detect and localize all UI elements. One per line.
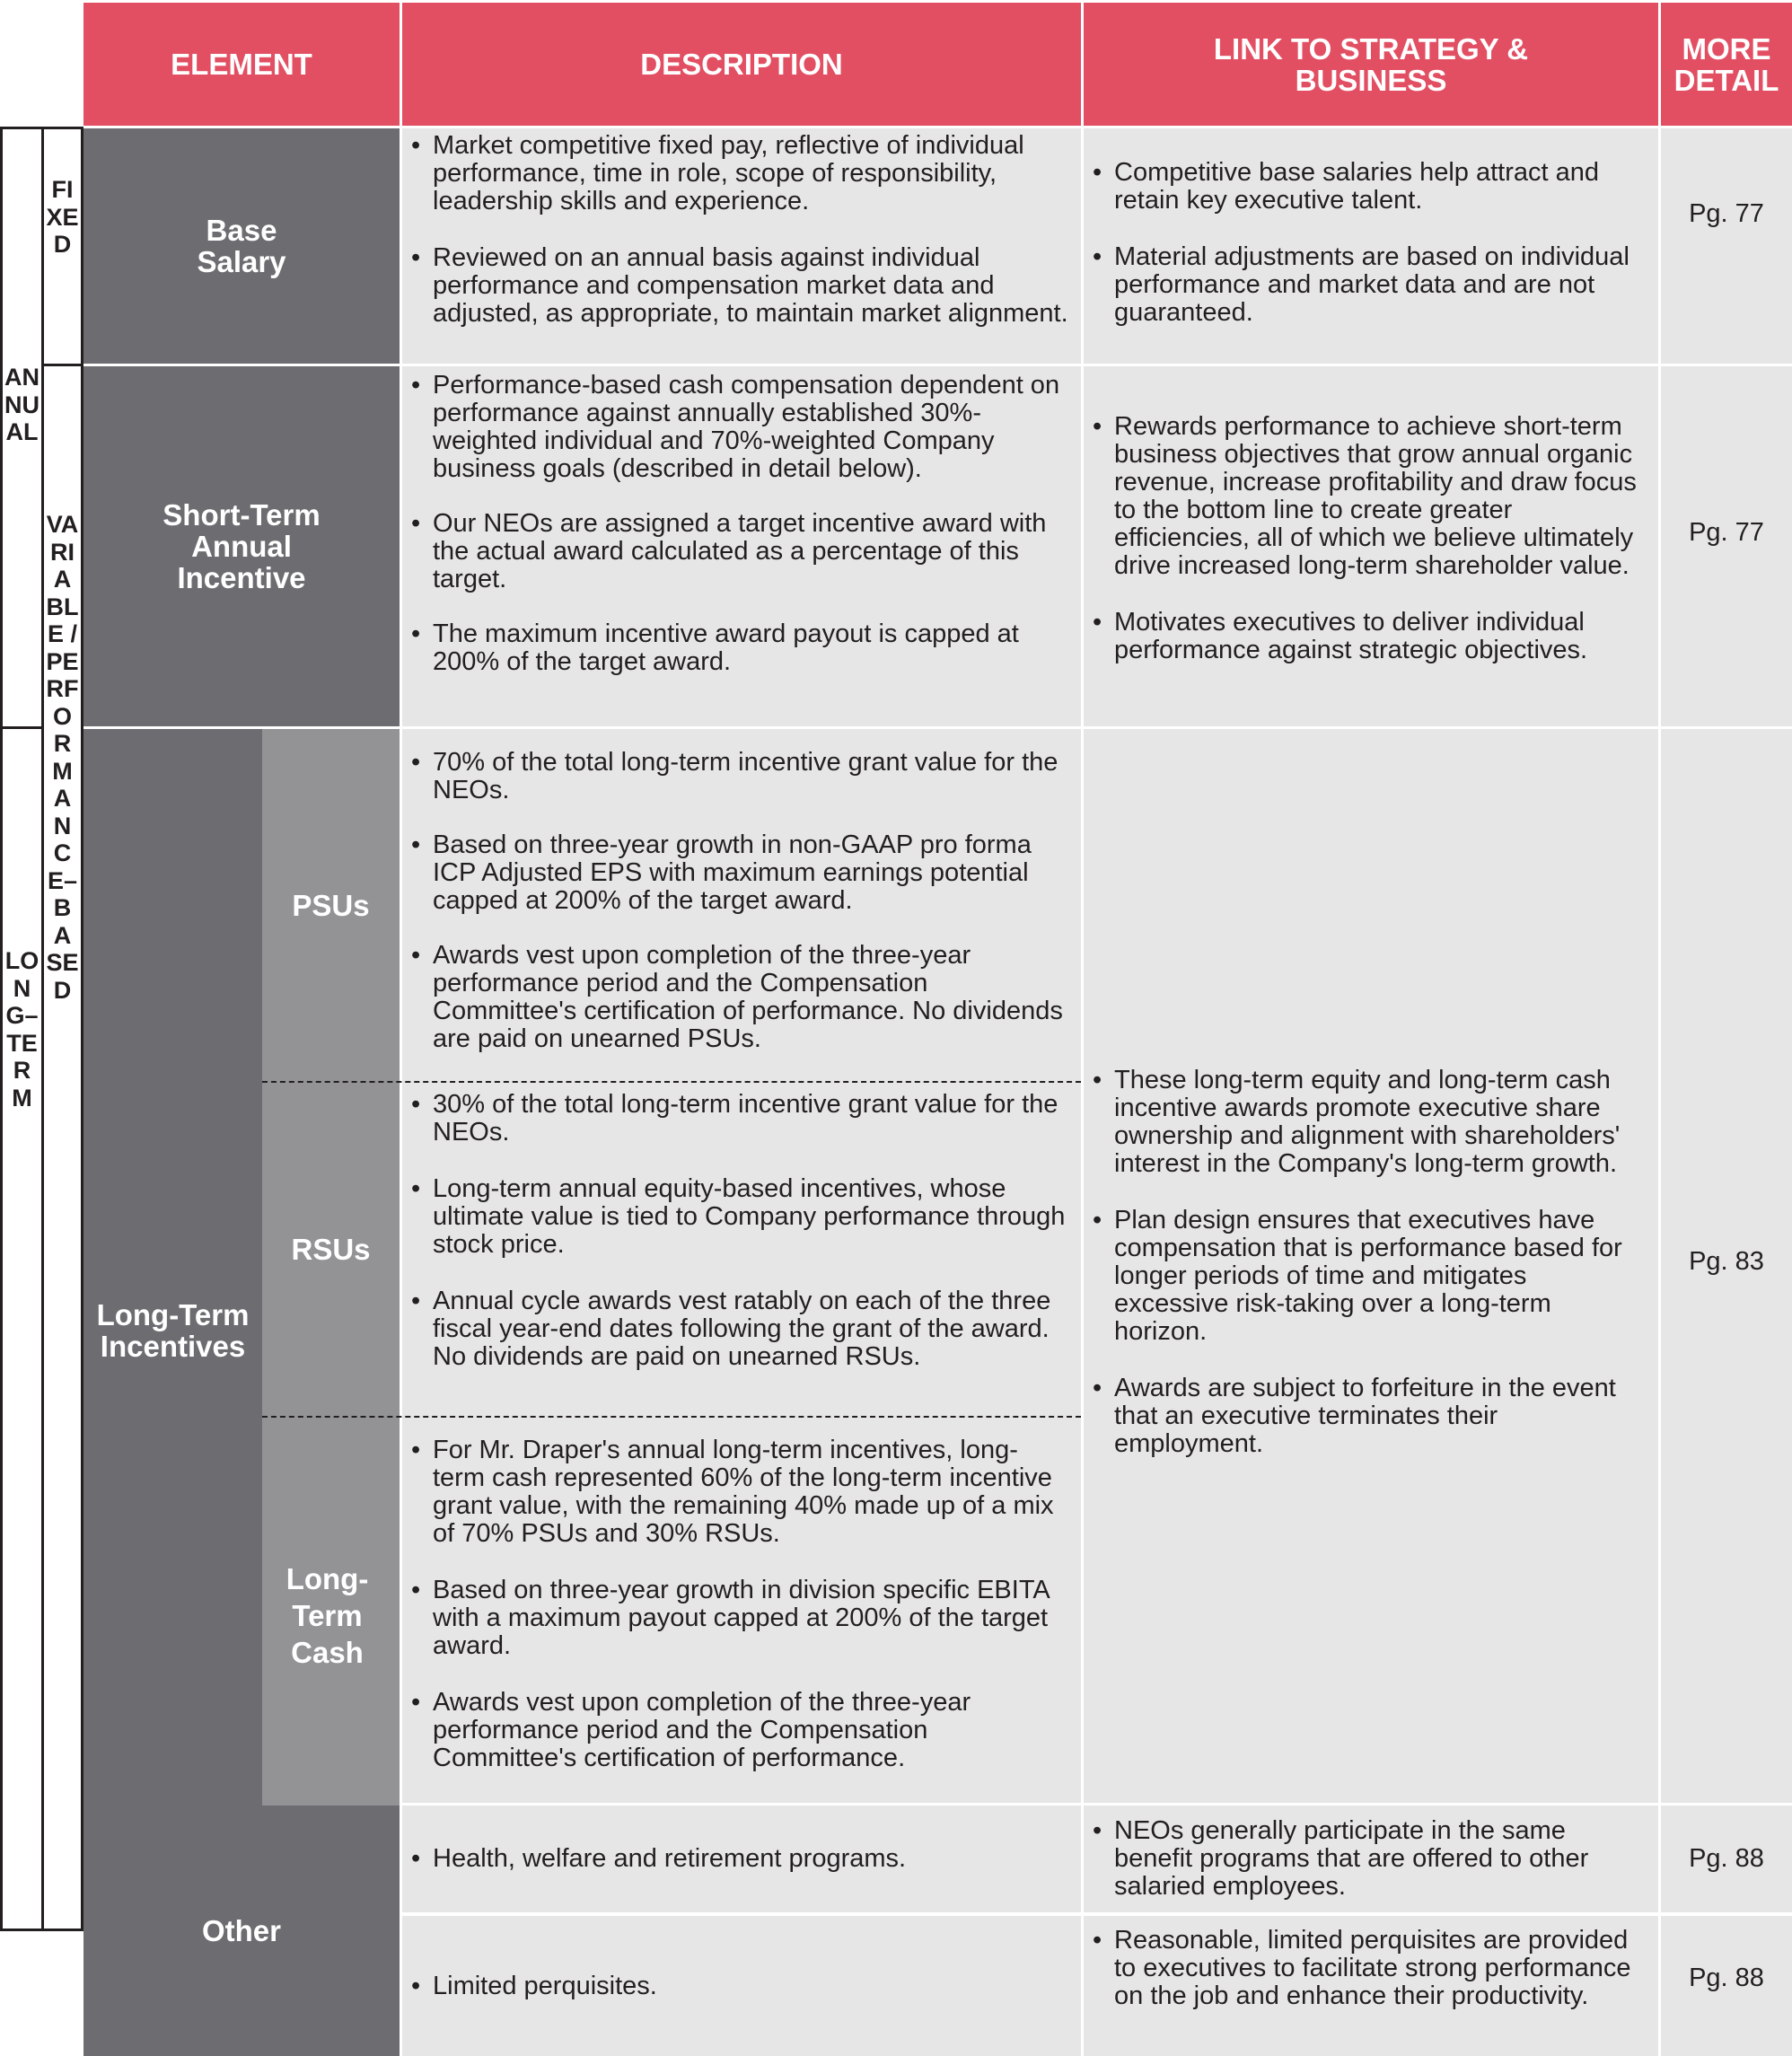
link-long-term [1084,729,1658,1803]
header-link-to-strategy: LINK TO STRATEGY & BUSINESS [1084,3,1658,126]
element-psus-label: PSUs [292,889,370,922]
description-bullet: • Based on three-year growth in division specific EBITA with a maximum payout capped at 200% of the target award. [402,1577,1068,1660]
description-base-salary [402,128,1081,364]
link-bullet: • Competitive base salaries help attract and retain key executive talent. [1084,159,1640,215]
element-long-term-cash-label: Long-Term Cash [285,1561,369,1669]
link-perquisites [1084,1916,1658,2056]
page-ref-short-term-incentive: Pg. 77 [1661,366,1792,726]
element-short-term-incentive-label: Short-Term Annual Incentive [163,498,321,594]
side-label-box-inner [41,127,83,1931]
element-rsus-label: RSUs [291,1233,371,1266]
side-label-divider [0,726,44,729]
description-bullet: • Reviewed on an annual basis against individual performance and compensation market data and adjusted, as appropriate, to maintain market alignment. [402,244,1068,328]
side-label-annual: ANNUAL [4,364,40,445]
description-bullet: • Market competitive fixed pay, reflective of individual performance, time in role, scope of responsibility, leadership skills and experience. [402,132,1068,215]
element-long-term-cash [262,1417,400,1814]
link-bullet: • Awards are subject to forfeiture in the event that an executive terminates their employment. [1084,1375,1640,1458]
description-bullet: • Based on three-year growth in non-GAAP pro forma ICP Adjusted EPS with maximum earnings potential capped at 200% of the target award. [402,831,1068,915]
link-bullet: • Plan design ensures that executives have compensation that is performance based for longer periods of time and mitigates excessive risk-taking over a long-term horizon. [1084,1207,1640,1346]
description-bullet: • Awards vest upon completion of the three-year performance period and the Compensation Committee's certification of performance. No dividends are paid on unearned PSUs. [402,942,1068,1053]
element-psus [262,729,400,1082]
element-other [83,1806,400,2056]
side-label-fixed: FIXED [46,176,79,258]
description-psus [402,749,1081,1053]
description-bullet: • Awards vest upon completion of the three-year performance period and the Compensation Committee's certification of performance. [402,1689,1068,1772]
link-bullet: • Material adjustments are based on individual performance and market data and are not guaranteed. [1084,243,1640,327]
divider-rsus-cash [262,1416,1081,1418]
description-bullet: • Limited perquisites. [402,1973,657,2000]
description-bullet: • 70% of the total long-term incentive grant value for the NEOs. [402,749,1068,804]
link-bullet: • Rewards performance to achieve short-term business objectives that grow annual organic revenue, increase profitability and draw focus to the bottom line to create greater efficiencies, all of which we believe ultimately drive increased long-term shareholder value. [1084,413,1640,580]
element-long-term-incentives [83,729,262,1931]
description-perquisites [402,1916,1081,2056]
description-bullet: • The maximum incentive award payout is capped at 200% of the target award. [402,620,1068,676]
page-ref-health-welfare: Pg. 88 [1661,1806,1792,1912]
divider-psus-rsus [262,1081,1081,1083]
side-label-inner-divider [41,364,83,366]
description-long-term-cash [402,1437,1081,1772]
element-rsus [262,1082,400,1417]
page-ref-base-salary: Pg. 77 [1661,128,1792,364]
side-label-long-term: LONG–TERM [4,947,40,1111]
description-short-term-incentive [402,366,1081,726]
link-short-term-incentive [1084,366,1658,726]
description-bullet: • Performance-based cash compensation dependent on performance against annually established 30%-weighted individual and 70%-weighted Company business goals (described in detail below). [402,372,1068,483]
description-bullet: • Health, welfare and retirement programs. [402,1845,906,1873]
page-ref-long-term: Pg. 83 [1661,729,1792,1803]
element-other-label: Other [201,1914,281,1947]
header-element: ELEMENT [83,3,400,126]
description-bullet: • 30% of the total long-term incentive grant value for the NEOs. [402,1091,1068,1147]
header-more-detail: MORE DETAIL [1661,3,1792,126]
link-bullet: • NEOs generally participate in the same benefit programs that are offered to other salaried employees. [1084,1817,1640,1901]
element-base-salary-label: Base Salary [197,214,286,278]
element-base-salary [83,128,400,364]
link-bullet: • Reasonable, limited perquisites are provided to executives to facilitate strong performance on the job and enhance their productivity. [1084,1927,1640,2010]
link-base-salary [1084,128,1658,364]
description-bullet: • Annual cycle awards vest ratably on each of the three fiscal year-end dates following the grant of the award. No dividends are paid on unearned RSUs. [402,1287,1068,1371]
link-health-welfare [1084,1806,1658,1912]
element-short-term-incentive [83,366,400,726]
element-long-term-incentives-label: Long-Term Incentives [96,1297,250,1363]
description-bullet: • Long-term annual equity-based incentives, whose ultimate value is tied to Company performance through stock price. [402,1175,1068,1259]
side-label-variable-performance-based: VARIABLE / PERFORMANCE–BASED [46,511,79,1004]
description-bullet: • Our NEOs are assigned a target incentive award with the actual award calculated as a percentage of this target. [402,510,1068,593]
link-bullet: • Motivates executives to deliver individual performance against strategic objectives. [1084,609,1640,664]
description-bullet: • For Mr. Draper's annual long-term incentives, long-term cash represented 60% of the long-term incentive grant value, with the remaining 40% made up of a mix of 70% PSUs and 30% RSUs. [402,1437,1068,1548]
header-description: DESCRIPTION [402,3,1081,126]
page-ref-perquisites: Pg. 88 [1661,1916,1792,2056]
description-health-welfare [402,1806,1081,1912]
description-rsus [402,1091,1081,1371]
link-bullet: • These long-term equity and long-term cash incentive awards promote executive share ownership and alignment with shareholders' interest in the Company's long-term growth. [1084,1067,1640,1178]
